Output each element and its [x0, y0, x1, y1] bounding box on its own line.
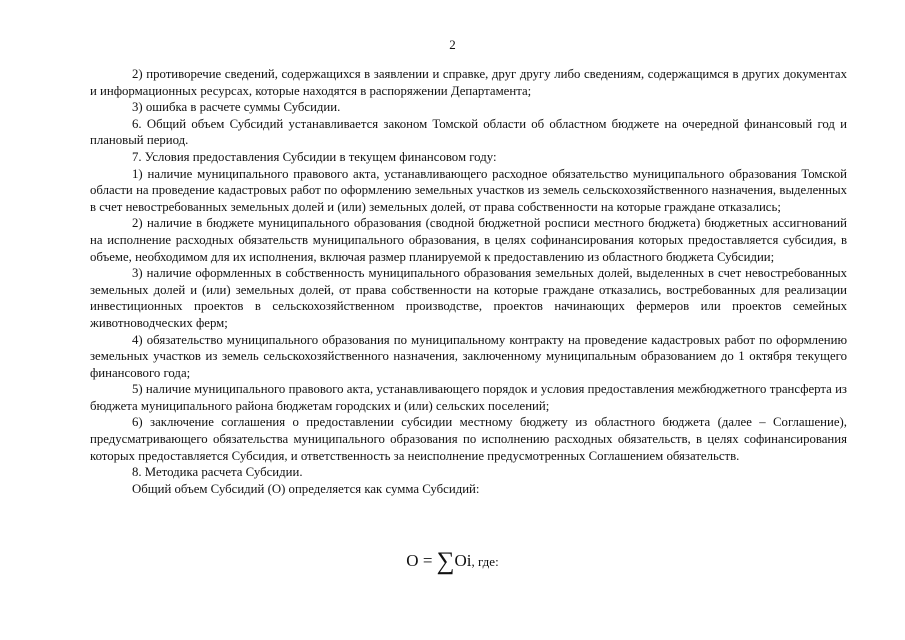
paragraph-condition-3: 3) наличие оформленных в собственность муниципального образования земельных долей, выделенных в счет невостребованных земельных долей и (или) земельных долей, от права собственности на которые граждане отказались, востребованных для реализации инвестиционных проектов в сельскохозяйственном производстве, проектов начинающих фермеров или проектов семейных животноводческих ферм;: [90, 266, 847, 330]
paragraph-3-calculation-error: 3) ошибка в расчете суммы Субсидии.: [132, 100, 341, 115]
paragraph-condition-2: 2) наличие в бюджете муниципального образования (сводной бюджетной росписи местного бюджета) бюджетных ассигнований на исполнение расходных обязательств муниципального образования, в целях софинансирования которых предоставляется субсидия, в объеме, необходимом для их исполнения, включая размер планируемой к предоставлению из областного бюджета Субсидии;: [90, 216, 847, 264]
formula-lhs: О =: [406, 551, 433, 570]
paragraph-2-contradiction: 2) противоречие сведений, содержащихся в заявлении и справке, друг другу либо сведениям, содержащимся в других документах и информационных ресурсах, которые находятся в распоряжении Департамента;: [90, 67, 847, 98]
paragraph-8-methodology-heading: 8. Методика расчета Субсидии.: [132, 465, 303, 480]
paragraph-6-total-volume: 6. Общий объем Субсидий устанавливается законом Томской области об областном бюджете на очередной финансовый год и плановый период.: [90, 116, 847, 148]
paragraph-7-conditions-heading: 7. Условия предоставления Субсидии в текущем финансовом году:: [132, 149, 497, 164]
sum-formula: [0, 549, 905, 574]
paragraph-total-subsidy-definition: Общий объем Субсидий (О) определяется как сумма Субсидий:: [132, 481, 480, 496]
paragraph-condition-4: 4) обязательство муниципального образования по муниципальному контракту на проведение кадастровых работ по оформлению земельных участков из земель сельскохозяйственного назначения, заключенному муниципальным образованием до 1 октября текущего финансового года;: [90, 332, 847, 380]
paragraph-condition-5: 5) наличие муниципального правового акта, устанавливающего порядок и условия предоставления межбюджетного трансферта из бюджета муниципального района бюджетам городских и (или) сельских поселений;: [90, 382, 847, 413]
formula-tail: , где:: [471, 554, 499, 569]
page-number: 2: [449, 37, 456, 52]
document-body: [90, 66, 847, 497]
paragraph-condition-6: 6) заключение соглашения о предоставлении субсидии местному бюджету из областного бюджета (далее – Соглашение), предусматривающего обязательства муниципального образования по исполнению расходных обязательств, в целях софинансирования которых предоставляется Субсидия, и ответственность за неисполнение предусмотренных Соглашением обязательств.: [90, 415, 847, 463]
sum-symbol: ∑: [436, 548, 455, 575]
formula-term: Оi: [454, 551, 472, 570]
paragraph-condition-1: 1) наличие муниципального правового акта, устанавливающего расходное обязательство муниципального образования Томской области на проведение кадастровых работ по оформлению земельных участков из земель сельскохозяйственного назначения, выделенных в счет невостребованных земельных долей и (или) земельных долей, от права собственности на которые граждане отказались;: [90, 166, 847, 214]
